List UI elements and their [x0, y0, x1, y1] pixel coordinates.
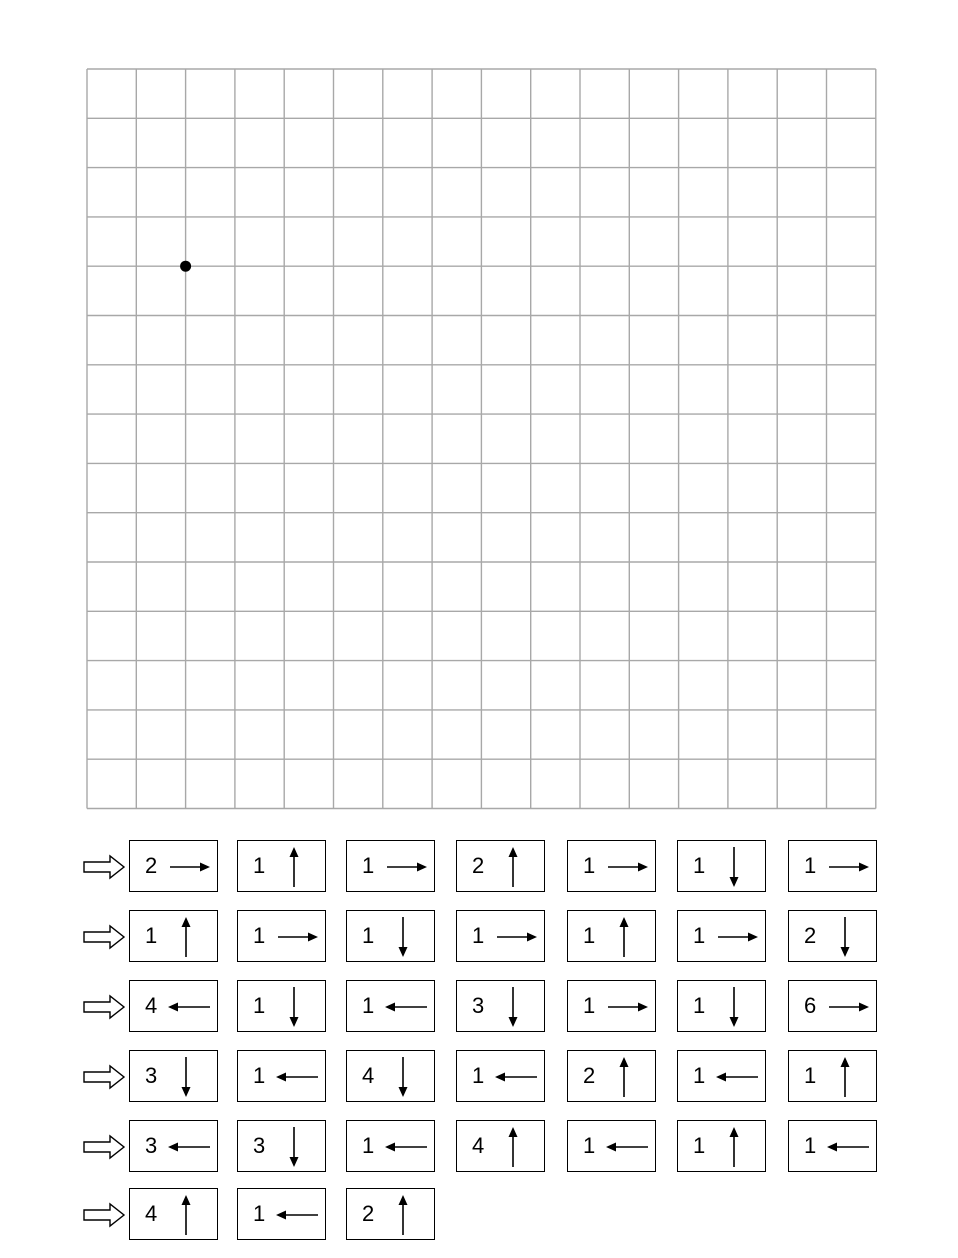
arrow-left-icon	[493, 1055, 539, 1099]
command-card	[677, 980, 766, 1032]
arrow-left-icon	[166, 1125, 212, 1169]
arrow-up-icon	[383, 1193, 429, 1237]
command-card	[567, 1120, 656, 1172]
step-count: 1	[253, 853, 266, 878]
step-count: 1	[145, 923, 158, 948]
command-card	[237, 910, 326, 962]
arrow-right-icon	[604, 985, 650, 1029]
command-card	[129, 1120, 218, 1172]
arrow-right-icon	[383, 845, 429, 889]
command-row	[82, 1120, 882, 1174]
arrow-up-icon	[604, 1055, 650, 1099]
arrow-down-icon	[714, 985, 760, 1029]
start-point-dot	[180, 261, 191, 272]
arrow-left-icon	[825, 1125, 871, 1169]
step-count: 1	[583, 923, 596, 948]
command-card	[677, 910, 766, 962]
step-count: 2	[583, 1063, 596, 1088]
arrow-up-icon	[493, 845, 539, 889]
command-card	[237, 980, 326, 1032]
command-card	[677, 1050, 766, 1102]
arrow-left-icon	[383, 1125, 429, 1169]
step-count: 2	[145, 853, 158, 878]
command-card	[456, 980, 545, 1032]
command-row	[82, 840, 882, 894]
step-count: 1	[804, 1063, 817, 1088]
step-count: 1	[693, 853, 706, 878]
arrow-left-icon	[383, 985, 429, 1029]
step-count: 1	[362, 853, 375, 878]
step-count: 1	[253, 993, 266, 1018]
arrow-up-icon	[714, 1125, 760, 1169]
command-card	[129, 910, 218, 962]
command-card	[346, 1050, 435, 1102]
arrow-left-icon	[714, 1055, 760, 1099]
command-card	[456, 1120, 545, 1172]
arrow-down-icon	[274, 985, 320, 1029]
step-count: 1	[253, 1063, 266, 1088]
step-count: 1	[804, 1133, 817, 1158]
command-card	[677, 1120, 766, 1172]
arrow-left-icon	[166, 985, 212, 1029]
command-card	[788, 980, 877, 1032]
step-count: 3	[145, 1133, 158, 1158]
arrow-left-icon	[274, 1055, 320, 1099]
arrow-down-icon	[493, 985, 539, 1029]
command-card	[456, 910, 545, 962]
arrow-down-icon	[714, 845, 760, 889]
command-card	[129, 1188, 218, 1240]
command-row	[82, 1188, 882, 1242]
step-count: 1	[583, 853, 596, 878]
arrow-down-icon	[166, 1055, 212, 1099]
row-start-arrow-icon	[82, 1134, 126, 1160]
step-count: 1	[253, 923, 266, 948]
arrow-right-icon	[274, 915, 320, 959]
arrow-right-icon	[825, 845, 871, 889]
arrow-up-icon	[274, 845, 320, 889]
command-card	[346, 910, 435, 962]
step-count: 1	[583, 993, 596, 1018]
row-start-arrow-icon	[82, 1202, 126, 1228]
command-card	[129, 980, 218, 1032]
arrow-down-icon	[825, 915, 871, 959]
row-start-arrow-icon	[82, 994, 126, 1020]
command-card	[567, 910, 656, 962]
step-count: 1	[472, 923, 485, 948]
command-card	[788, 1120, 877, 1172]
command-card	[456, 1050, 545, 1102]
command-card	[129, 1050, 218, 1102]
arrow-down-icon	[383, 1055, 429, 1099]
step-count: 2	[804, 923, 817, 948]
command-row	[82, 1050, 882, 1104]
arrow-up-icon	[166, 1193, 212, 1237]
command-card	[788, 910, 877, 962]
command-card	[237, 1050, 326, 1102]
command-row	[82, 910, 882, 964]
step-count: 2	[362, 1201, 375, 1226]
step-count: 6	[804, 993, 817, 1018]
command-card	[237, 840, 326, 892]
arrow-right-icon	[825, 985, 871, 1029]
command-card	[788, 1050, 877, 1102]
command-card	[346, 1120, 435, 1172]
step-count: 1	[472, 1063, 485, 1088]
step-count: 4	[145, 1201, 158, 1226]
step-count: 1	[362, 993, 375, 1018]
step-count: 1	[362, 923, 375, 948]
arrow-left-icon	[604, 1125, 650, 1169]
step-count: 4	[472, 1133, 485, 1158]
step-count: 1	[583, 1133, 596, 1158]
command-card	[346, 840, 435, 892]
arrow-right-icon	[604, 845, 650, 889]
command-card	[567, 980, 656, 1032]
command-card	[677, 840, 766, 892]
step-count: 1	[693, 1133, 706, 1158]
step-count: 4	[145, 993, 158, 1018]
command-card	[567, 1050, 656, 1102]
command-card	[456, 840, 545, 892]
step-count: 1	[693, 923, 706, 948]
row-start-arrow-icon	[82, 924, 126, 950]
step-count: 1	[804, 853, 817, 878]
command-card	[129, 840, 218, 892]
arrow-up-icon	[493, 1125, 539, 1169]
step-count: 3	[253, 1133, 266, 1158]
step-count: 1	[253, 1201, 266, 1226]
arrow-right-icon	[714, 915, 760, 959]
command-card	[237, 1188, 326, 1240]
row-start-arrow-icon	[82, 1064, 126, 1090]
arrow-down-icon	[274, 1125, 320, 1169]
arrow-up-icon	[825, 1055, 871, 1099]
row-start-arrow-icon	[82, 854, 126, 880]
step-count: 2	[472, 853, 485, 878]
step-count: 3	[472, 993, 485, 1018]
step-count: 1	[693, 1063, 706, 1088]
arrow-down-icon	[383, 915, 429, 959]
arrow-left-icon	[274, 1193, 320, 1237]
command-card	[237, 1120, 326, 1172]
step-count: 4	[362, 1063, 375, 1088]
command-card	[567, 840, 656, 892]
command-row	[82, 980, 882, 1034]
arrow-up-icon	[166, 915, 212, 959]
arrow-up-icon	[604, 915, 650, 959]
command-card	[346, 980, 435, 1032]
step-count: 3	[145, 1063, 158, 1088]
arrow-right-icon	[166, 845, 212, 889]
step-count: 1	[362, 1133, 375, 1158]
step-count: 1	[693, 993, 706, 1018]
command-card	[788, 840, 877, 892]
command-card	[346, 1188, 435, 1240]
arrow-right-icon	[493, 915, 539, 959]
